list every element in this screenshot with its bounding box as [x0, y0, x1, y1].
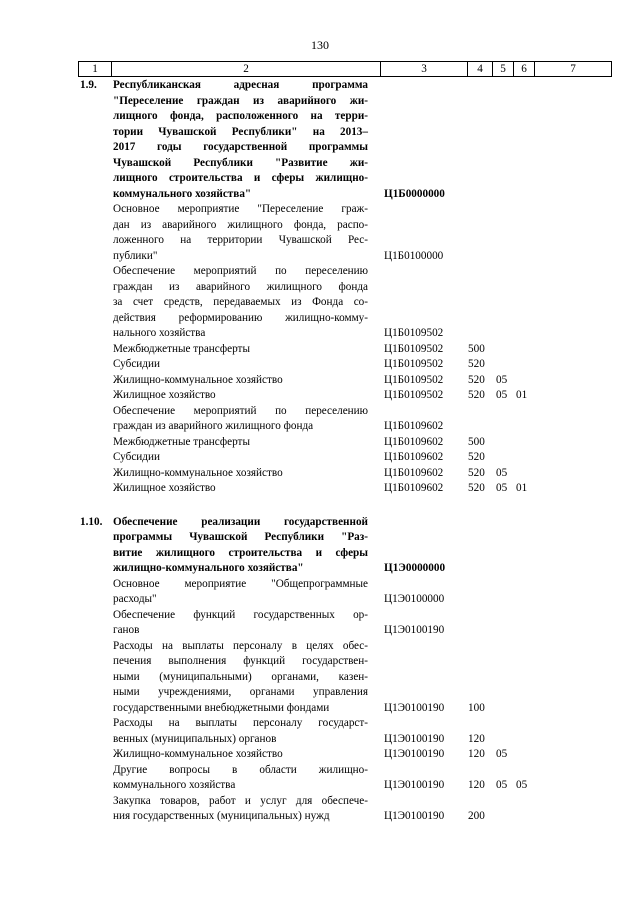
item-name: [113, 435, 368, 451]
expense-type-code: 520: [468, 466, 485, 479]
expense-type-code: 520: [468, 482, 485, 494]
item-name: [113, 763, 368, 794]
name-line: Жилищно-коммунальное хозяйство: [113, 466, 283, 479]
item-name: [113, 373, 368, 389]
target-article-code: Ц1Э0000000: [384, 562, 446, 574]
target-article-code: Ц1Б0100000: [384, 249, 444, 262]
name-line: Республиканская адресная программа: [113, 79, 368, 91]
item-name: [113, 404, 368, 435]
section-number: 1.10.: [80, 515, 103, 528]
target-article-code: Ц1Б0109502: [384, 373, 444, 386]
column-header-7: 7: [535, 62, 612, 77]
name-line: граждан из аварийного жилищного фонда: [113, 420, 314, 432]
expense-type-code: 520: [468, 358, 485, 370]
target-article-code: Ц1Э0100190: [384, 732, 445, 745]
column-header-1: 1: [79, 62, 112, 77]
column-header-2: 2: [112, 62, 381, 77]
target-article-code: Ц1Э0100190: [384, 779, 445, 791]
name-line: Обеспечение реализации государственной: [113, 515, 368, 528]
subsection-code: 05: [516, 779, 528, 791]
name-line: печения выполнения функций государствен-: [113, 655, 368, 667]
name-line: Обеспечение мероприятий по переселению: [113, 265, 368, 277]
item-name: [113, 747, 368, 763]
section-code: 05: [496, 373, 508, 386]
expense-type-code: 520: [468, 451, 485, 463]
name-line: Закупка товаров, работ и услуг для обеспече-: [113, 794, 368, 807]
name-line: Расходы на выплаты персоналу государст-: [113, 717, 368, 729]
name-line: Обеспечение мероприятий по переселению: [113, 404, 368, 417]
column-header-3: 3: [381, 62, 468, 77]
name-line: жилищно-коммунального хозяйства": [113, 562, 304, 574]
column-header-4: 4: [468, 62, 493, 77]
expense-type-code: 120: [468, 748, 485, 760]
item-name: [113, 357, 368, 373]
target-article-code: Ц1Э0100190: [384, 748, 445, 760]
page-number: 130: [311, 38, 329, 52]
target-article-code: Ц1Б0000000: [384, 187, 445, 200]
section-code: 05: [496, 482, 508, 494]
item-name: [113, 577, 368, 608]
section-code: 05: [496, 389, 508, 401]
name-line: Субсидии: [113, 451, 160, 463]
name-line: лищного фонда, расположенного на терри-: [113, 110, 368, 122]
name-line: расходы": [113, 593, 157, 605]
column-header-5: 5: [493, 62, 514, 77]
name-line: за счет средств, передаваемых из Фонда со-: [113, 296, 368, 308]
expense-type-code: 120: [468, 732, 485, 745]
item-name: [113, 202, 368, 264]
target-article-code: Ц1Б0109602: [384, 420, 444, 432]
name-line: дан из аварийного жилищного фонда, распо-: [113, 218, 368, 231]
name-line: Жилищное хозяйство: [113, 389, 216, 401]
column-header-row: [79, 62, 612, 77]
subsection-code: 01: [516, 482, 528, 494]
target-article-code: Ц1Б0109502: [384, 389, 444, 401]
section-number: 1.9.: [80, 79, 97, 91]
expense-type-code: 500: [468, 435, 485, 448]
target-article-code: Ц1Б0109602: [384, 482, 444, 494]
expense-type-code: 200: [468, 810, 485, 822]
name-line: Межбюджетные трансферты: [113, 435, 250, 448]
name-line: Межбюджетные трансферты: [113, 342, 250, 355]
target-article-code: Ц1Б0109502: [384, 342, 444, 355]
name-line: действия реформированию жилищно-комму-: [113, 311, 368, 324]
name-line: Жилищно-коммунальное хозяйство: [113, 373, 283, 386]
item-name: [113, 264, 368, 342]
expense-type-code: 520: [468, 389, 485, 401]
target-article-code: Ц1Э0100190: [384, 624, 445, 636]
expense-type-code: 120: [468, 779, 485, 791]
name-line: лищного строительства и сферы жилищно-: [113, 172, 368, 184]
name-line: витие жилищного строительства и сферы: [113, 546, 368, 559]
target-article-code: Ц1Б0109602: [384, 451, 444, 463]
name-line: нального хозяйства: [113, 327, 206, 339]
name-line: Другие вопросы в области жилищно-: [113, 763, 368, 776]
item-name: [113, 716, 368, 747]
name-line: 2017 годы государственной программы: [113, 141, 368, 153]
name-line: Обеспечение функций государственных ор-: [113, 608, 368, 621]
name-line: Основное мероприятие "Общепрограммные: [113, 577, 368, 590]
item-name: [113, 794, 368, 825]
name-line: ными (муниципальными) органами, казен-: [113, 670, 368, 683]
name-line: публики": [113, 249, 158, 262]
name-line: коммунального хозяйства": [113, 187, 252, 200]
name-line: граждан из аварийного жилищного фонда: [113, 280, 368, 293]
item-name: [113, 481, 368, 497]
name-line: ложенного на территории Чувашской Рес-: [113, 234, 368, 246]
target-article-code: Ц1Э0100000: [384, 593, 445, 605]
expense-type-code: 500: [468, 342, 485, 355]
section-title: [113, 78, 368, 202]
name-line: венных (муниципальных) органов: [113, 732, 277, 745]
name-line: Чувашской Республики "Развитие жи-: [113, 156, 368, 169]
item-name: [113, 388, 368, 404]
section-code: 05: [496, 466, 508, 479]
expense-type-code: 520: [468, 373, 485, 386]
item-name: [113, 342, 368, 358]
column-header-table: [78, 61, 612, 77]
target-article-code: Ц1Б0109502: [384, 327, 444, 339]
item-name: [113, 608, 368, 639]
target-article-code: Ц1Б0109502: [384, 358, 444, 370]
name-line: Субсидии: [113, 358, 160, 370]
name-line: "Переселение граждан из аварийного жи-: [113, 94, 368, 107]
target-article-code: Ц1Э0100190: [384, 701, 445, 714]
name-line: коммунального хозяйства: [113, 779, 236, 791]
target-article-code: Ц1Б0109602: [384, 466, 444, 479]
subsection-code: 01: [516, 389, 528, 401]
expense-type-code: 100: [468, 701, 485, 714]
target-article-code: Ц1Э0100190: [384, 810, 445, 822]
name-line: ния государственных (муниципальных) нужд: [113, 810, 330, 822]
name-line: тории Чувашской Республики" на 2013–: [113, 125, 368, 138]
name-line: ными учреждениями, органами управления: [113, 686, 368, 698]
name-line: Расходы на выплаты персоналу в целях обес-: [113, 639, 368, 652]
name-line: программы Чувашской Республики "Раз-: [113, 531, 368, 543]
item-name: [113, 639, 368, 717]
name-line: Жилищно-коммунальное хозяйство: [113, 748, 283, 760]
section-code: 05: [496, 748, 508, 760]
item-name: [113, 450, 368, 466]
name-line: государственными внебюджетными фондами: [113, 701, 330, 714]
name-line: Основное мероприятие "Переселение граж-: [113, 203, 368, 215]
name-line: ганов: [113, 624, 140, 636]
section-code: 05: [496, 779, 508, 791]
item-name: [113, 466, 368, 482]
name-line: Жилищное хозяйство: [113, 482, 216, 494]
target-article-code: Ц1Б0109602: [384, 435, 444, 448]
section-title: [113, 515, 368, 577]
column-header-6: 6: [514, 62, 535, 77]
